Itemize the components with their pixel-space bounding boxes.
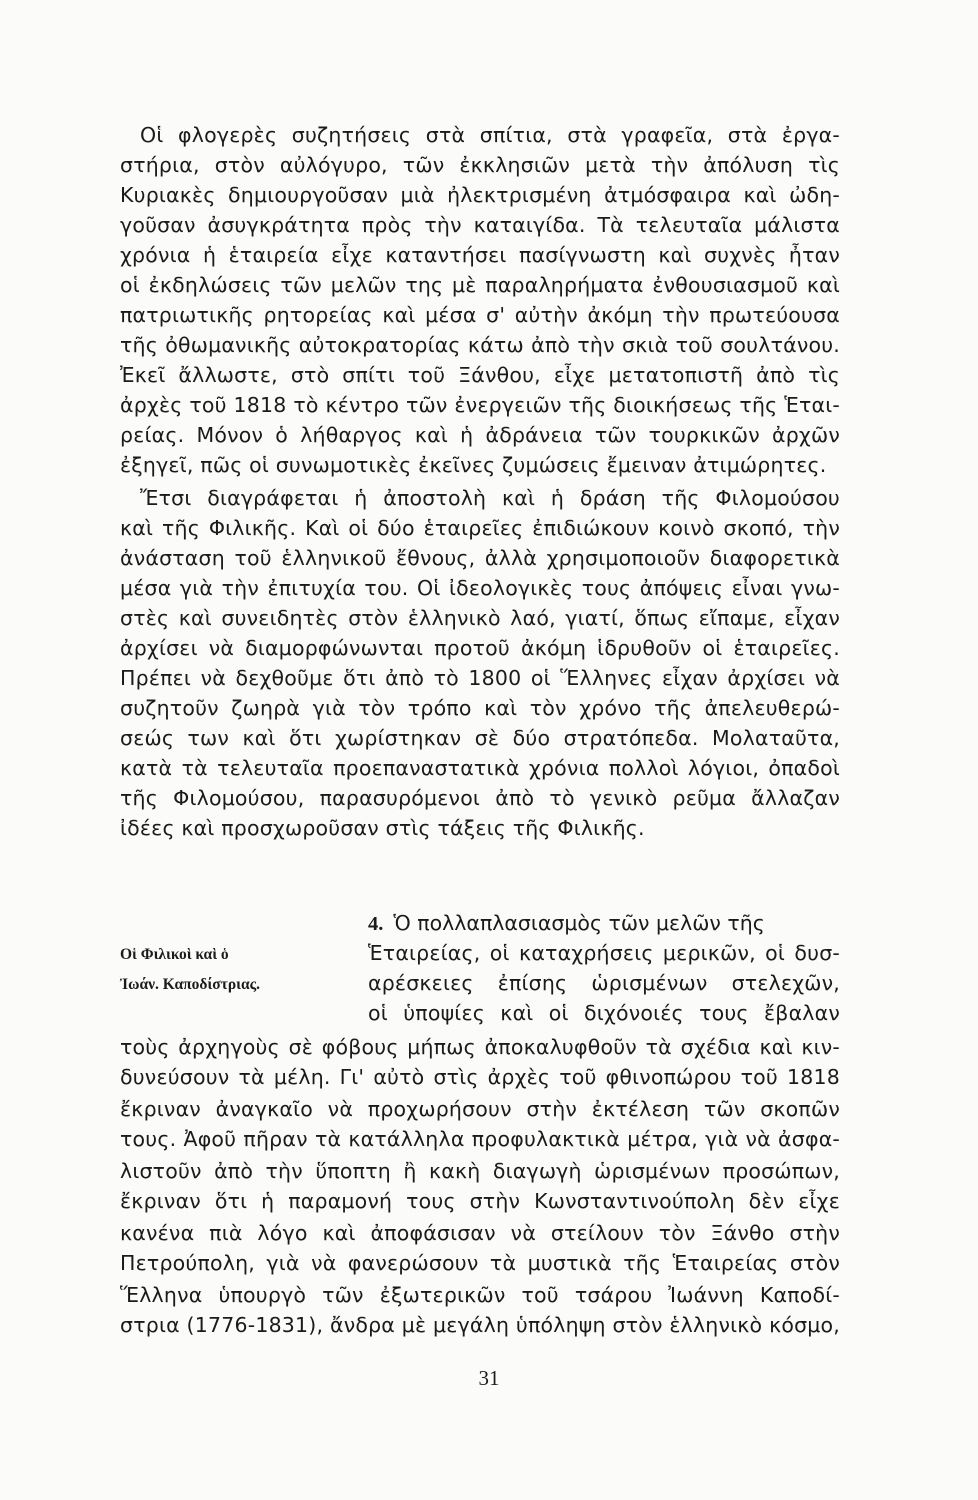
text-line: σεώς των καὶ ὅτι χωρίστηκαν σὲ δύο στρατόπεδα. Μολαταῦτα,: [120, 726, 840, 750]
text-line: οἱ ἐκδηλώσεις τῶν μελῶν της μὲ παραληρήματα ἐνθουσιασμοῦ καὶ: [120, 273, 840, 297]
text-line: Πρέπει νὰ δεχθοῦμε ὅτι ἀπὸ τὸ 1800 οἱ Ἕλληνες εἶχαν ἀρχίσει νὰ: [120, 666, 840, 690]
text-line: γοῦσαν ἀσυγκράτητα πρὸς τὴν καταιγίδα. Τὰ τελευταῖα μάλιστα: [120, 213, 840, 237]
text-line: τῆς ὀθωμανικῆς αὐτοκρατορίας κάτω ἀπὸ τὴν σκιὰ τοῦ σουλτάνου.: [120, 333, 840, 357]
text-line: κανένα πιὰ λόγο καὶ ἀποφάσισαν νὰ στείλουν τὸν Ξάνθο στὴν: [120, 1221, 840, 1245]
text-line: κατὰ τὰ τελευταῖα προεπαναστατικὰ χρόνια πολλοὶ λόγιοι, ὀπαδοὶ: [120, 756, 840, 780]
text-line: ἔκριναν ὅτι ἡ παραμονή τους στὴν Κωνσταντινούπολη δὲν εἶχε: [120, 1189, 840, 1213]
section-heading: [368, 908, 765, 939]
text-line: καὶ τῆς Φιλικῆς. Καὶ οἱ δύο ἑταιρεῖες ἐπιδιώκουν κοινὸ σκοπό, τὴν: [120, 516, 840, 540]
side-note: [120, 940, 260, 1000]
section-first-line: Ὁ πολλαπλασιασμὸς τῶν μελῶν τῆς: [393, 911, 765, 935]
text-line: τῆς Φιλομούσου, παρασυρόμενοι ἀπὸ τὸ γενικὸ ρεῦμα ἄλλαζαν: [120, 786, 840, 810]
text-line: Ἕλληνα ὑπουργὸ τῶν ἐξωτερικῶν τοῦ τσάρου Ἰωάννη Καποδί-: [120, 1283, 840, 1307]
text-line: οἱ ὑποψίες καὶ οἱ διχόνοιές τους ἔβαλαν: [368, 1001, 840, 1025]
side-note-line: Οἱ Φιλικοὶ καὶ ὁ: [120, 946, 229, 963]
text-line: ρείας. Μόνον ὁ λήθαργος καὶ ἡ ἀδράνεια τῶν τουρκικῶν ἀρχῶν: [120, 423, 840, 447]
text-line: συζητοῦν ζωηρὰ γιὰ τὸν τρόπο καὶ τὸν χρόνο τῆς ἀπελευθερώ-: [120, 696, 840, 720]
text-line: Οἱ φλογερὲς συζητήσεις στὰ σπίτια, στὰ γραφεῖα, στὰ ἐργα-: [140, 123, 840, 147]
text-line: πατριωτικῆς ρητορείας καὶ μέσα σ' αὐτὴν ἀκόμη τὴν πρωτεύουσα: [120, 303, 840, 327]
side-note-line: Ἰωάν. Καποδίστριας.: [120, 976, 261, 993]
text-line: αρέσκειες ἐπίσης ὡρισμένων στελεχῶν,: [368, 971, 840, 995]
section-number: 4.: [368, 913, 384, 935]
text-line: Πετρούπολη, γιὰ νὰ φανερώσουν τὰ μυστικὰ τῆς Ἑταιρείας στὸν: [120, 1251, 840, 1275]
text-line: ἀνάσταση τοῦ ἑλληνικοῦ ἔθνους, ἀλλὰ χρησιμοποιοῦν διαφορετικὰ: [120, 546, 840, 570]
text-line: ἐξηγεῖ, πῶς οἱ συνωμοτικὲς ἐκεῖνες ζυμώσεις ἔμειναν ἀτιμώρητες.: [120, 453, 827, 477]
text-line: λιστοῦν ἀπὸ τὴν ὕποπτη ἢ κακὴ διαγωγὴ ὡρισμένων προσώπων,: [120, 1159, 840, 1183]
text-line: μέσα γιὰ τὴν ἐπιτυχία του. Οἱ ἰδεολογικὲς τους ἀπόψεις εἶναι γνω-: [120, 576, 840, 600]
page-number: 31: [478, 1366, 500, 1390]
text-line: στήρια, στὸν αὐλόγυρο, τῶν ἐκκλησιῶν μετὰ τὴν ἀπόλυση τὶς: [120, 153, 840, 177]
text-line: Ἔτσι διαγράφεται ἡ ἀποστολὴ καὶ ἡ δράση τῆς Φιλομούσου: [140, 486, 840, 510]
text-line: δυνεύσουν τὰ μέλη. Γι' αὐτὸ στὶς ἀρχὲς τοῦ φθινοπώρου τοῦ 1818: [120, 1065, 840, 1089]
text-line: τοὺς ἀρχηγοὺς σὲ φόβους μήπως ἀποκαλυφθοῦν τὰ σχέδια καὶ κιν-: [120, 1035, 840, 1059]
text-line: ἔκριναν ἀναγκαῖο νὰ προχωρήσουν στὴν ἐκτέλεση τῶν σκοπῶν: [120, 1097, 840, 1121]
text-line: ἀρχὲς τοῦ 1818 τὸ κέντρο τῶν ἐνεργειῶν τῆς διοικήσεως τῆς Ἑται-: [120, 393, 840, 417]
text-line: ἰδέες καὶ προσχωροῦσαν στὶς τάξεις τῆς Φιλικῆς.: [120, 816, 645, 840]
text-line: Ἐκεῖ ἄλλωστε, στὸ σπίτι τοῦ Ξάνθου, εἶχε μετατοπιστῆ ἀπὸ τὶς: [120, 363, 840, 387]
text-line: χρόνια ἡ ἑταιρεία εἶχε καταντήσει πασίγνωστη καὶ συχνὲς ἦταν: [120, 243, 840, 267]
text-line: ἀρχίσει νὰ διαμορφώνωνται προτοῦ ἀκόμη ἱδρυθοῦν οἱ ἑταιρεῖες.: [120, 636, 840, 660]
text-line: Κυριακὲς δημιουργοῦσαν μιὰ ἠλεκτρισμένη ἀτμόσφαιρα καὶ ὠδη-: [120, 183, 840, 207]
text-line: τους. Ἀφοῦ πῆραν τὰ κατάλληλα προφυλακτικὰ μέτρα, γιὰ νὰ ἀσφα-: [120, 1127, 840, 1151]
text-line: Ἑταιρείας, οἱ καταχρήσεις μερικῶν, οἱ δυσ-: [368, 941, 840, 965]
text-line: στὲς καὶ συνειδητὲς στὸν ἑλληνικὸ λαό, γιατί, ὅπως εἴπαμε, εἶχαν: [120, 606, 840, 630]
text-line: στρια (1776-1831), ἄνδρα μὲ μεγάλη ὑπόληψη στὸν ἑλληνικὸ κόσμο,: [120, 1313, 840, 1337]
